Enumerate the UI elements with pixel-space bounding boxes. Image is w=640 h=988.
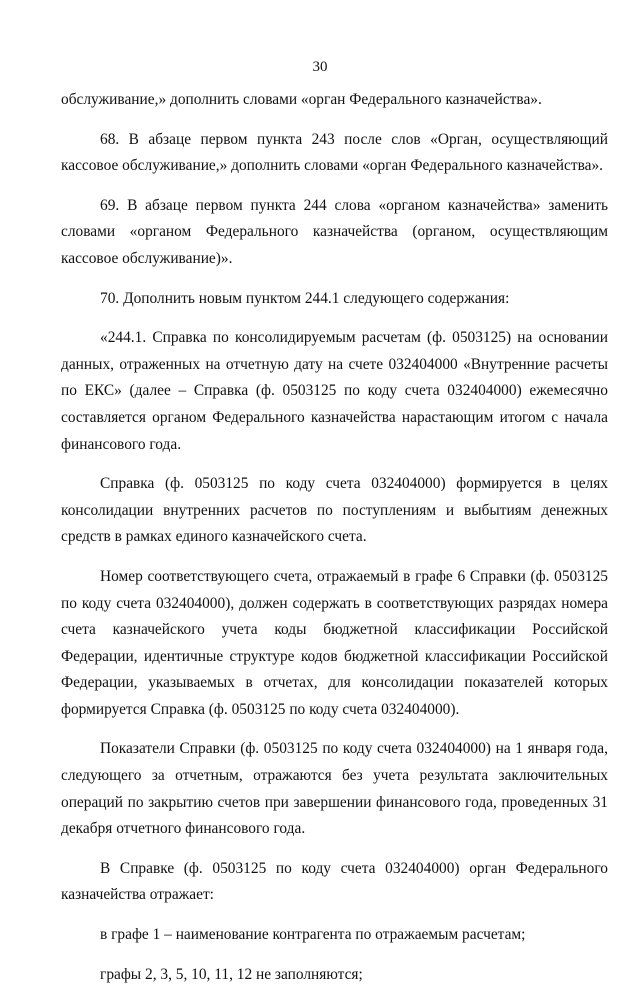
paragraph-item-68: 68. В абзаце первом пункта 243 после слов «Орган, осуществляющий кассовое обслуживание,» дополнить словами «орган Федерального казначейства». — [61, 130, 608, 175]
paragraph-treasury-reflects: В Справке (ф. 0503125 по коду счета 032404000) орган Федерального казначейства отражает: — [61, 859, 608, 904]
paragraph-columns-not-filled: графы 2, 3, 5, 10, 11, 12 не заполняются; — [100, 965, 363, 983]
paragraph-purpose: Справка (ф. 0503125 по коду счета 032404000) формируется в целях консолидации внутренних расчетов по поступлениям и выбытиям денежных средств в рамках единого казначейского счета. — [61, 475, 608, 546]
paragraph-item-70: 70. Дополнить новым пунктом 244.1 следующего содержания: — [100, 289, 510, 307]
paragraph-column-1: в графе 1 – наименование контрагента по отражаемым расчетам; — [100, 926, 526, 944]
paragraph-indicators: Показатели Справки (ф. 0503125 по коду счета 032404000) на 1 января года, следующего за отчетным, отражаются без учета результата заключительных операций по закрытию счетов при завершении финансового года, проведенных 31 декабря отчетного финансового года. — [61, 740, 608, 838]
paragraph-item-69: 69. В абзаце первом пункта 244 слова «органом казначейства» заменить словами «органом Федерального казначейства (органом, осуществляющим кассовое обслуживание)». — [61, 196, 608, 267]
paragraph-account-number: Номер соответствующего счета, отражаемый в графе 6 Справки (ф. 0503125 по коду счета 032404000), должен содержать в соответствующих разрядах номера счета казначейского учета коды бюджетной классификации Российской Федерации, идентичные структуре кодов бюджетной классификации Российской Федерации, указываемых в отчетах, для консолидации показателей которых формируется Справка (ф. 0503125 по коду счета 032404000). — [61, 567, 608, 718]
document-body — [61, 87, 608, 988]
page-number: 30 — [312, 59, 328, 75]
paragraph-244-1-intro: «244.1. Справка по консолидируемым расчетам (ф. 0503125) на основании данных, отраженных на отчетную дату на счете 032404000 «Внутренние расчеты по ЕКС» (далее – Справка (ф. 0503125 по коду счета 032404000) ежемесячно составляется органом Федерального казначейства нарастающим итогом с начала финансового года. — [61, 329, 608, 453]
paragraph-continuation: обслуживание,» дополнить словами «орган Федерального казначейства». — [61, 91, 542, 108]
